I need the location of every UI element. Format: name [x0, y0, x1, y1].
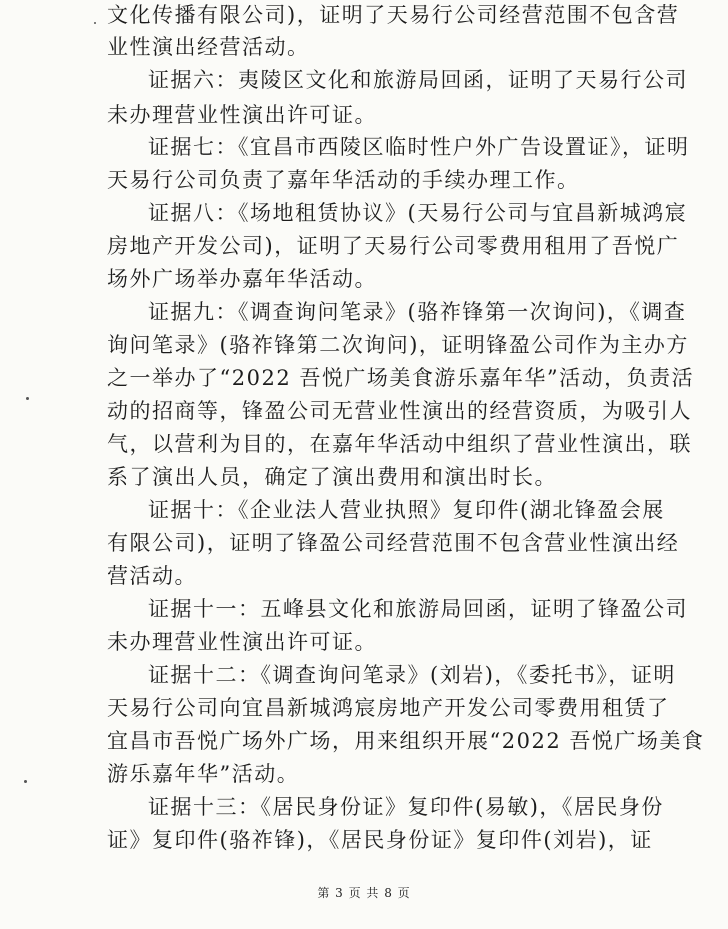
text-line: 未办理营业性演出许可证。: [107, 630, 377, 654]
text-line: 证据十二：《调查询问笔录》(刘岩)，《委托书》，证明: [148, 663, 676, 687]
text-line: 证据十：《企业法人营业执照》复印件(湖北锋盈会展: [148, 498, 665, 522]
text-line: 营活动。: [107, 564, 197, 588]
scan-speck: [94, 22, 96, 24]
text-line: 证据六：夷陵区文化和旅游局回函，证明了天易行公司: [148, 68, 688, 92]
text-line: 证据九：《调查询问笔录》(骆祚锋第一次询问)，《调查: [148, 300, 687, 324]
text-line: 证据八：《场地租赁协议》(天易行公司与宜昌新城鸿宸: [148, 201, 688, 225]
page-number-footer: 第 3 页 共 8 页: [317, 886, 411, 900]
scan-speck: [24, 780, 27, 783]
text-line: 宜昌市吾悦广场外广场，用来组织开展“2022 吾悦广场美食: [107, 729, 705, 753]
text-line: 未办理营业性演出许可证。: [107, 103, 377, 127]
text-line: 证据十一：五峰县文化和旅游局回函，证明了锋盈公司: [148, 597, 688, 621]
text-line: 询问笔录》(骆祚锋第二次询问)，证明锋盈公司作为主办方: [107, 333, 689, 357]
text-line: 场外广场举办嘉年华活动。: [107, 267, 377, 291]
text-line: 证据七：《宜昌市西陵区临时性户外广告设置证》，证明: [148, 135, 690, 159]
text-line: 动的招商等，锋盈公司无营业性演出的经营资质，为吸引人: [107, 399, 692, 423]
text-line: 证据十三：《居民身份证》复印件(易敏)，《居民身份: [148, 795, 664, 819]
text-line: 系了演出人员，确定了演出费用和演出时长。: [107, 465, 557, 489]
text-line: 房地产开发公司)，证明了天易行公司零费用租用了吾悦广: [107, 234, 680, 258]
text-line: 天易行公司负责了嘉年华活动的手续办理工作。: [107, 168, 580, 192]
text-line: 游乐嘉年华”活动。: [107, 762, 300, 786]
scan-speck: [26, 397, 29, 400]
text-line: 之一举办了“2022 吾悦广场美食游乐嘉年华”活动，负责活: [107, 366, 695, 390]
text-line: 天易行公司向宜昌新城鸿宸房地产开发公司零费用租赁了: [107, 696, 670, 720]
text-line: 有限公司)，证明了锋盈公司经营范围不包含营业性演出经: [107, 531, 680, 555]
text-line: 业性演出经营活动。: [107, 35, 310, 59]
text-line: 文化传播有限公司)，证明了天易行公司经营范围不包含营: [107, 3, 680, 27]
text-line: 证》复印件(骆祚锋)，《居民身份证》复印件(刘岩)，证: [107, 828, 653, 852]
text-line: 气，以营利为目的，在嘉年华活动中组织了营业性演出，联: [107, 432, 692, 456]
